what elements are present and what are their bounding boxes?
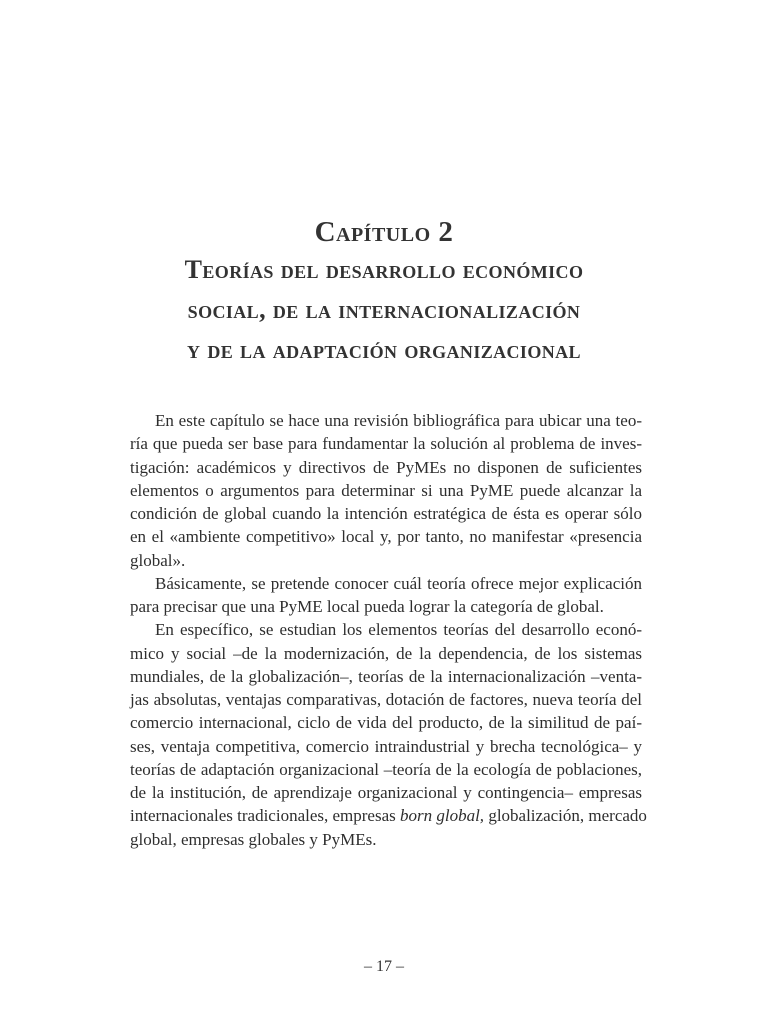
paragraph-2	[130, 572, 642, 619]
chapter-title-line-1: Teorías del desarrollo económico	[184, 255, 584, 284]
text-line: ría que pueda ser base para fundamentar la solución al problema de inves-	[130, 434, 642, 454]
page-number: – 17 –	[364, 958, 404, 975]
chapter-title-line-3: y de la adaptación organizacional	[187, 335, 581, 364]
text-line: para precisar que una PyME local pueda lograr la categoría de global.	[130, 597, 604, 616]
paragraph-3	[130, 618, 647, 851]
text-segment: globalización, mercado	[484, 806, 647, 826]
text-line: tigación: académicos y directivos de PyMEs no disponen de suficientes	[130, 457, 642, 477]
text-line-with-italic	[130, 804, 647, 827]
text-line: global, empresas globales y PyMEs.	[130, 829, 377, 849]
text-line: en el «ambiente competitivo» local y, por tanto, no manifestar «presencia	[130, 527, 642, 547]
chapter-number: Capítulo 2	[314, 216, 454, 248]
text-line: global».	[130, 550, 186, 570]
chapter-title-line-2: social, de la internacionalización	[187, 295, 581, 324]
italic-term: born global,	[400, 806, 485, 826]
text-line: comercio internacional, ciclo de vida del producto, de la similitud de paí-	[130, 713, 642, 733]
text-line: En este capítulo se hace una revisión bibliográfica para ubicar una teo-	[155, 411, 642, 430]
text-line: En específico, se estudian los elementos teorías del desarrollo econó-	[155, 620, 642, 640]
body-text	[130, 409, 647, 851]
paragraph-1	[130, 409, 642, 572]
text-line: de la institución, de aprendizaje organizacional y contingencia– empresas	[130, 783, 642, 802]
text-line: elementos o argumentos para determinar si una PyME puede alcanzar la	[130, 480, 642, 500]
text-line: ses, ventaja competitiva, comercio intraindustrial y brecha tecnológica– y	[130, 736, 642, 756]
text-segment: internacionales tradicionales, empresas	[130, 806, 400, 826]
text-line: condición de global cuando la intención estratégica de ésta es operar sólo	[130, 504, 642, 523]
text-line: mico y social –de la modernización, de la dependencia, de los sistemas	[130, 643, 642, 663]
chapter-heading	[0, 214, 768, 370]
text-line: mundiales, de la globalización–, teorías de la internacionalización –venta-	[130, 666, 642, 686]
text-line: jas absolutas, ventajas comparativas, dotación de factores, nueva teoría del	[130, 690, 642, 709]
text-line: teorías de adaptación organizacional –teoría de la ecología de poblaciones,	[130, 759, 642, 779]
text-line: Básicamente, se pretende conocer cuál teoría ofrece mejor explicación	[155, 573, 642, 593]
